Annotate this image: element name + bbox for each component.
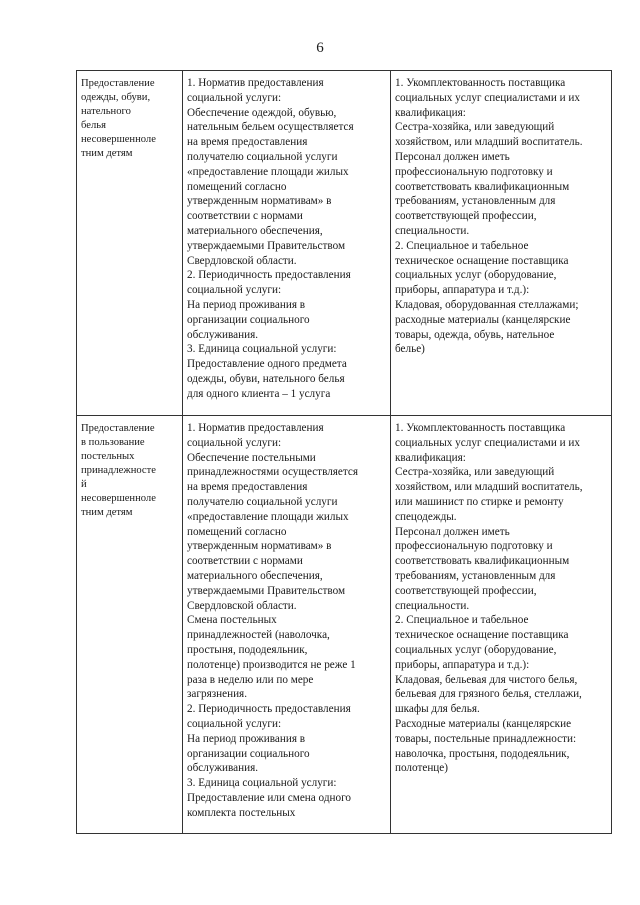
text-line: 1. Укомплектованность поставщика	[395, 422, 566, 434]
text-line: помещений согласно	[187, 525, 287, 538]
text-line: простыня, пододеяльник,	[187, 643, 308, 656]
text-line: профессиональную подготовку и	[395, 165, 553, 178]
text-line: На период проживания в	[187, 732, 306, 745]
service-standards-cell	[183, 416, 391, 834]
text-line: обслуживания.	[187, 328, 259, 341]
text-line: раза в неделю или по мере	[187, 673, 314, 686]
text-line: 2. Специальное и табельное	[395, 239, 529, 252]
text-line: 3. Единица социальной услуги:	[187, 777, 337, 790]
text-line: 1. Норматив предоставления	[187, 422, 324, 434]
text-line: Обеспечение одеждой, обувью,	[187, 106, 337, 119]
text-line: соответствующей профессии,	[395, 210, 537, 223]
text-line: белье)	[395, 343, 425, 356]
text-line: в пользование	[81, 437, 145, 448]
text-line: квалификация:	[395, 451, 466, 464]
text-line: помещений согласно	[187, 180, 287, 193]
text-line: требованиям, установленным для	[395, 195, 556, 208]
text-line: полотенце) производится не реже 1	[187, 658, 356, 671]
text-line: шкафы для белья.	[395, 703, 480, 716]
text-line: наволочка, простыня, пододеяльник,	[395, 747, 570, 760]
text-line: принадлежносте	[81, 465, 156, 476]
text-line: несовершенноле	[81, 134, 156, 145]
text-line: полотенце)	[395, 762, 448, 775]
text-line: принадлежностями осуществляется	[187, 466, 359, 479]
text-line: социальных услуг специалистами и их	[395, 436, 581, 449]
text-line: спецодежды.	[395, 510, 457, 523]
text-line: несовершенноле	[81, 493, 156, 504]
text-line: На период проживания в	[187, 298, 306, 311]
text-line: одежды, обуви,	[81, 92, 151, 103]
text-line: социальных услуг (оборудование,	[395, 269, 557, 282]
text-line: техническое оснащение поставщика	[395, 254, 569, 267]
text-line: 2. Периодичность предоставления	[187, 269, 351, 282]
text-line: Свердловской области.	[187, 599, 297, 612]
text-line: утвержденным нормативам» в	[187, 540, 332, 553]
text-line: тним детям	[81, 148, 133, 159]
text-line: социальных услуг специалистами и их	[395, 91, 581, 104]
text-line: Расходные материалы (канцелярские	[395, 717, 572, 730]
text-line: социальной услуги:	[187, 91, 282, 104]
text-line: нательного	[81, 106, 131, 117]
text-line: хозяйством, или младший воспитатель.	[395, 136, 583, 149]
text-line: соответствовать квалификационным	[395, 180, 570, 193]
text-line: получателю социальной услуги	[187, 495, 338, 508]
text-line: Персонал должен иметь	[395, 150, 510, 163]
text-line: Кладовая, оборудованная стеллажами;	[395, 298, 579, 311]
text-line: специальности.	[395, 599, 470, 612]
service-conditions-cell	[391, 71, 612, 416]
text-line: социальных услуг (оборудование,	[395, 643, 557, 656]
text-line: Персонал должен иметь	[395, 525, 510, 538]
text-line: материального обеспечения,	[187, 569, 323, 582]
text-line: специальности.	[395, 224, 470, 237]
text-line: материального обеспечения,	[187, 224, 323, 237]
text-line: организации социального	[187, 313, 310, 326]
text-line: нательным бельем осуществляется	[187, 121, 354, 134]
text-line: Сестра-хозяйка, или заведующий	[395, 466, 555, 479]
services-table	[76, 70, 612, 834]
text-line: Сестра-хозяйка, или заведующий	[395, 121, 555, 134]
text-line: утверждаемыми Правительством	[187, 239, 346, 252]
table-row	[77, 71, 612, 416]
text-line: 2. Специальное и табельное	[395, 614, 529, 627]
text-line: 2. Периодичность предоставления	[187, 703, 351, 716]
text-line: соответствии с нормами	[187, 555, 303, 568]
text-line: «предоставление площади жилых	[187, 165, 349, 178]
text-line: Смена постельных	[187, 614, 277, 627]
text-line: или машинист по стирке и ремонту	[395, 495, 564, 508]
text-line: соответствующей профессии,	[395, 584, 537, 597]
service-name-cell	[77, 416, 183, 834]
text-line: комплекта постельных	[187, 806, 296, 819]
text-line: на время предоставления	[187, 136, 308, 149]
text-line: получателю социальной услуги	[187, 150, 338, 163]
text-line: приборы, аппаратура и т.д.):	[395, 284, 530, 297]
text-line: Кладовая, бельевая для чистого белья,	[395, 673, 578, 686]
page-number: 6	[316, 40, 324, 56]
text-line: приборы, аппаратура и т.д.):	[395, 658, 530, 671]
text-line: обслуживания.	[187, 762, 259, 775]
text-line: требованиям, установленным для	[395, 569, 556, 582]
text-line: Предоставление	[81, 423, 155, 434]
text-line: Обеспечение постельными	[187, 451, 316, 464]
text-line: соответствовать квалификационным	[395, 555, 570, 568]
text-line: тним детям	[81, 507, 133, 518]
text-line: утверждаемыми Правительством	[187, 584, 346, 597]
text-line: социальной услуги:	[187, 436, 282, 449]
text-line: соответствии с нормами	[187, 210, 303, 223]
text-line: 1. Укомплектованность поставщика	[395, 77, 566, 89]
text-line: «предоставление площади жилых	[187, 510, 349, 523]
text-line: постельных	[81, 451, 135, 462]
text-line: 1. Норматив предоставления	[187, 77, 324, 89]
text-line: Предоставление или смена одного	[187, 791, 351, 804]
text-line: загрязнения.	[187, 688, 248, 701]
service-name-cell	[77, 71, 183, 416]
text-line: социальной услуги:	[187, 284, 282, 297]
text-line: для одного клиента – 1 услуга	[187, 387, 331, 400]
text-line: организации социального	[187, 747, 310, 760]
text-line: й	[81, 479, 87, 490]
text-line: Свердловской области.	[187, 254, 297, 267]
text-line: белья	[81, 120, 106, 131]
text-line: принадлежностей (наволочка,	[187, 629, 330, 642]
text-line: квалификация:	[395, 106, 466, 119]
table-row	[77, 416, 612, 834]
text-line: 3. Единица социальной услуги:	[187, 343, 337, 356]
text-line: товары, одежда, обувь, нательное	[395, 328, 555, 341]
text-line: товары, постельные принадлежности:	[395, 732, 577, 745]
text-line: Предоставление одного предмета	[187, 358, 347, 371]
text-line: расходные материалы (канцелярские	[395, 313, 571, 326]
text-line: техническое оснащение поставщика	[395, 629, 569, 642]
service-standards-cell	[183, 71, 391, 416]
text-line: одежды, обуви, нательного белья	[187, 372, 345, 385]
text-line: утвержденным нормативам» в	[187, 195, 332, 208]
text-line: Предоставление	[81, 78, 155, 89]
service-conditions-cell	[391, 416, 612, 834]
text-line: бельевая для грязного белья, стеллажи,	[395, 688, 582, 701]
text-line: на время предоставления	[187, 481, 308, 494]
text-line: профессиональную подготовку и	[395, 540, 553, 553]
text-line: социальной услуги:	[187, 717, 282, 730]
text-line: хозяйством, или младший воспитатель,	[395, 481, 583, 494]
